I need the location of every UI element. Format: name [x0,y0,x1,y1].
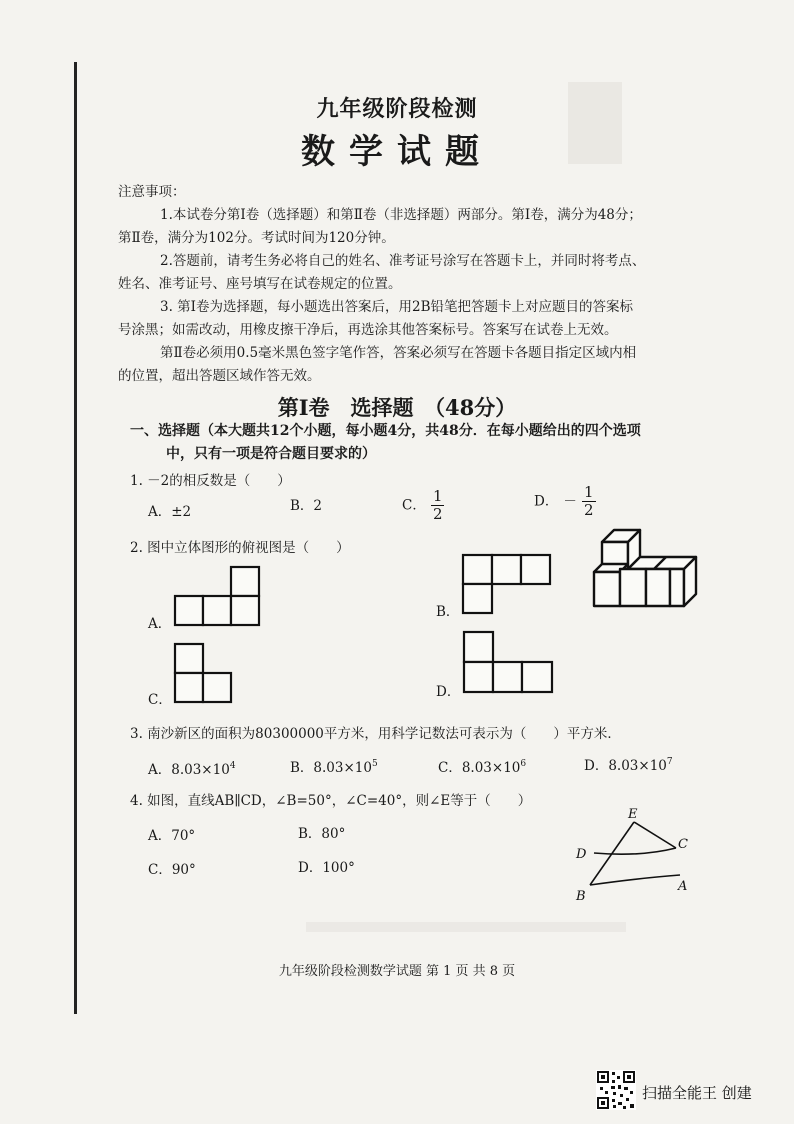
section-intro: 一、选择题（本大题共12个小题，每小题4分，共48分．在每小题给出的四个选项 [130,423,641,439]
line-ab [590,875,680,885]
q2-option-d: D． [436,684,461,700]
question-3-stem: 3. 南沙新区的面积为80300000平方米，用科学记数法可表示为（ ）平方米． [130,726,621,742]
point-b-label: B [576,889,586,904]
q3-option-b-label: B．8.03×10 [290,760,372,776]
fraction-numerator: 1 [432,487,443,505]
notice-line: 3. 第Ⅰ卷为选择题，每小题选出答案后，用2B铅笔把答题卡上对应题目的答案标 [160,299,634,315]
solid-figure [588,524,700,614]
question-1-stem: 1. －2的相反数是（ ） [130,473,291,489]
exam-title: 数学试题 [301,132,493,172]
q4-option-a: A．70° [148,828,196,844]
q1-option-d [534,484,596,518]
q4-option-d: D．100° [298,860,355,876]
fraction [431,488,445,522]
notice-line: 2.答题前，请考生务必将自己的姓名、准考证号涂写在答题卡上，并同时将考点、 [160,253,646,269]
exam-subtitle: 九年级阶段检测 [316,96,478,122]
bleed-through-shadow [306,922,626,932]
point-e-label: E [628,807,638,822]
q2-option-c: C． [148,692,172,708]
q3-option-d [584,758,673,774]
point-c-label: C [678,837,688,852]
question-2-stem: 2. 图中立体图形的俯视图是（ ） [130,540,350,556]
fraction-numerator: 1 [584,483,594,501]
q3-option-c-label: C．8.03×10 [438,760,521,776]
q4-option-b: B．80° [298,826,346,842]
q3-option-c [438,760,526,776]
option-d-figure [460,630,556,696]
section-title: 第Ⅰ卷 选择题 （48分） [277,395,517,420]
option-c-figure [172,642,236,704]
qr-code-icon [596,1070,636,1110]
notice-line: 1.本试卷分第Ⅰ卷（选择题）和第Ⅱ卷（非选择题）两部分。第Ⅰ卷，满分为48分； [160,207,642,223]
point-d-label: D [576,847,587,862]
segment-ec [634,822,676,848]
geometry-figure [570,802,700,906]
notice-line: 姓名、准考证号、座号填写在试卷规定的位置。 [118,276,402,292]
notice-line: 的位置，超出答题区域作答无效。 [118,368,321,384]
point-a-label: A [678,879,688,894]
q1-option-a: A．±2 [148,504,192,520]
binding-margin-line [74,62,77,1014]
section-intro: 中，只有一项是符合题目要求的） [166,446,376,462]
exponent: 5 [371,759,378,769]
notice-line: 第Ⅱ卷，满分为102分。考试时间为120分钟。 [118,230,395,246]
minus-sign: － [563,493,577,510]
q3-option-a-label: A．8.03×10 [148,762,230,778]
fraction [582,484,596,518]
exponent: 4 [229,761,236,771]
q2-option-a: A． [148,616,172,632]
option-a-figure [172,565,262,627]
q1-option-c [402,488,444,522]
q3-option-a [148,762,236,778]
q1-option-c-label: C． [402,497,426,514]
exponent: 6 [520,759,527,769]
q2-option-b: B． [436,604,460,620]
notice-line: 号涂黑；如需改动，用橡皮擦干净后，再选涂其他答案标号。答案写在试卷上无效。 [118,322,618,338]
fraction-denominator: 2 [432,504,443,523]
option-b-figure [460,552,554,616]
scanner-watermark: 扫描全能王 创建 [642,1084,752,1102]
question-4-stem: 4. 如图，直线AB∥CD，∠B=50°，∠C=40°，则∠E等于（ ） [130,793,532,809]
q4-option-c: C．90° [148,862,196,878]
q3-option-d-label: D．8.03×10 [584,758,667,774]
notice-line: 第Ⅱ卷必须用0.5毫米黑色签字笔作答，答案必须写在答题卡各题目指定区域内相 [160,345,637,361]
page-footer: 九年级阶段检测数学试题 第 1 页 共 8 页 [278,964,516,979]
fraction-denominator: 2 [584,500,594,519]
q1-option-b: B．2 [290,498,323,514]
q3-option-b [290,760,378,776]
q1-option-d-label: D． [534,493,559,510]
exponent: 7 [666,757,673,767]
line-cd [594,848,676,854]
notice-heading: 注意事项： [118,184,186,200]
